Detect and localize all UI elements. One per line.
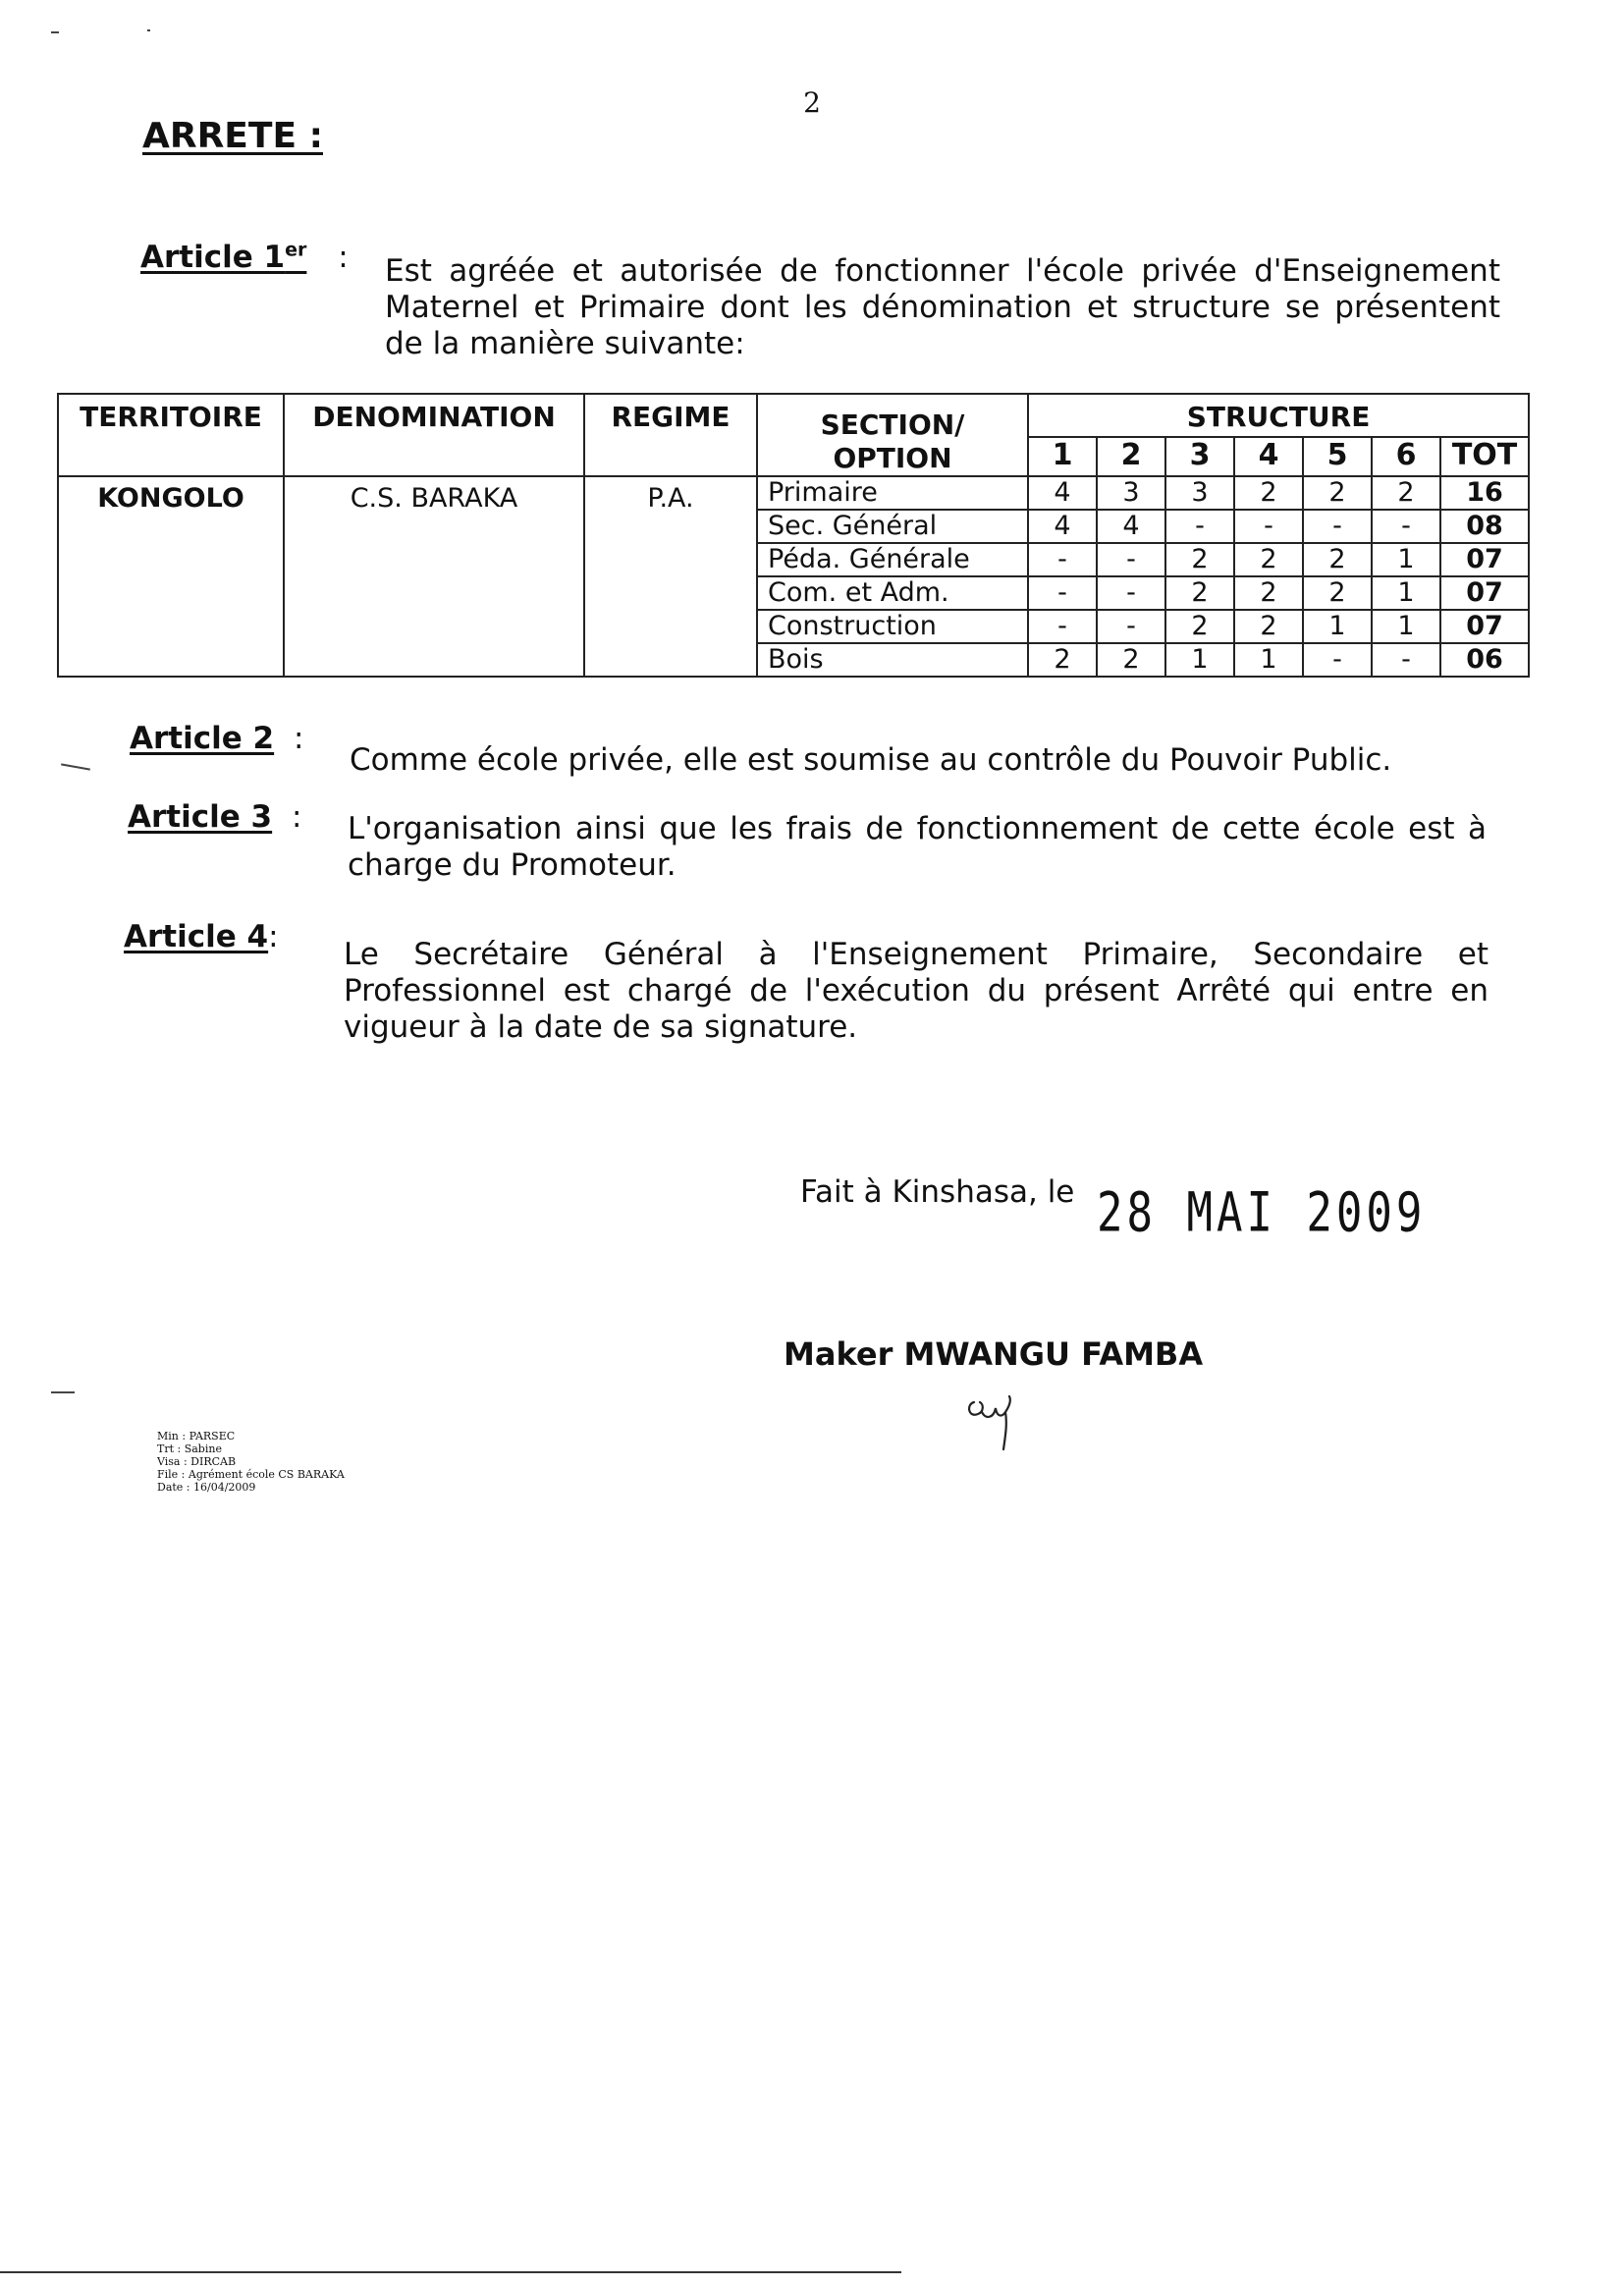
scan-mark xyxy=(147,29,150,31)
cell-year: 3 xyxy=(1097,476,1165,510)
document-title: ARRETE : xyxy=(142,116,323,156)
cell-year: 2 xyxy=(1234,543,1303,576)
article-1-label xyxy=(140,240,349,275)
cell-year: 2 xyxy=(1303,576,1372,610)
article-2-text: Comme école privée, elle est soumise au contrôle du Pouvoir Public. xyxy=(350,742,1392,778)
header-year-1: 1 xyxy=(1028,437,1097,476)
cell-year: 2 xyxy=(1165,576,1234,610)
header-year-5: 5 xyxy=(1303,437,1372,476)
cell-year: 4 xyxy=(1097,510,1165,543)
cell-year: 2 xyxy=(1097,643,1165,677)
signer-name: Maker MWANGU FAMBA xyxy=(784,1335,1204,1373)
cell-year: 1 xyxy=(1234,643,1303,677)
cell-section: Bois xyxy=(757,643,1028,677)
cell-year: - xyxy=(1372,643,1440,677)
cell-total: 07 xyxy=(1440,543,1529,576)
cell-year: 1 xyxy=(1372,543,1440,576)
cell-year: - xyxy=(1303,643,1372,677)
scan-mark xyxy=(51,31,59,33)
cell-year: 3 xyxy=(1165,476,1234,510)
cell-year: - xyxy=(1372,510,1440,543)
header-year-3: 3 xyxy=(1165,437,1234,476)
cell-year: 2 xyxy=(1234,576,1303,610)
reference-line: Trt : Sabine xyxy=(157,1442,222,1455)
header-total: TOT xyxy=(1440,437,1529,476)
article-3-label-text: Article 3 xyxy=(128,799,273,835)
header-year-6: 6 xyxy=(1372,437,1440,476)
article-1-colon: : xyxy=(328,240,349,276)
cell-year: - xyxy=(1303,510,1372,543)
header-structure: STRUCTURE xyxy=(1028,394,1529,437)
cell-section: Sec. Général xyxy=(757,510,1028,543)
scan-mark xyxy=(61,763,90,770)
cell-year: - xyxy=(1028,543,1097,576)
header-section-option: SECTION/ OPTION xyxy=(757,394,1028,476)
cell-territoire: KONGOLO xyxy=(58,476,284,677)
scan-mark xyxy=(51,1391,75,1393)
reference-block xyxy=(157,1430,345,1494)
article-3-text: L'organisation ainsi que les frais de fonctionnement de cette école est à charge du Promoteur. xyxy=(348,811,1487,883)
cell-year: 2 xyxy=(1303,476,1372,510)
article-3-colon: : xyxy=(282,799,302,835)
cell-total: 08 xyxy=(1440,510,1529,543)
article-1-label-text: Article 1er xyxy=(140,240,307,276)
cell-year: 1 xyxy=(1165,643,1234,677)
header-territoire: TERRITOIRE xyxy=(58,394,284,476)
cell-total: 07 xyxy=(1440,576,1529,610)
reference-line: Date : 16/04/2009 xyxy=(157,1481,256,1494)
page-number: 2 xyxy=(803,86,821,119)
bottom-rule xyxy=(0,2271,901,2273)
article-1-text: Est agréée et autorisée de fonctionner l'école privée d'Enseignement Maternel et Primaire dont les dénomination et structure se présentent de la manière suivante: xyxy=(385,253,1500,361)
cell-year: 2 xyxy=(1234,610,1303,643)
cell-section: Primaire xyxy=(757,476,1028,510)
reference-line: File : Agrément école CS BARAKA xyxy=(157,1468,345,1481)
cell-total: 06 xyxy=(1440,643,1529,677)
article-2-label xyxy=(130,721,303,756)
cell-year: - xyxy=(1028,576,1097,610)
place-date-line: Fait à Kinshasa, le xyxy=(800,1174,1075,1210)
cell-regime: P.A. xyxy=(584,476,757,677)
article-2-colon: : xyxy=(284,721,304,756)
cell-section: Construction xyxy=(757,610,1028,643)
cell-year: - xyxy=(1097,543,1165,576)
cell-year: 2 xyxy=(1165,543,1234,576)
cell-year: - xyxy=(1097,576,1165,610)
date-stamp: 28 MAI 2009 xyxy=(1097,1181,1427,1245)
article-2-label-text: Article 2 xyxy=(130,721,275,756)
cell-total: 07 xyxy=(1440,610,1529,643)
cell-year: 4 xyxy=(1028,510,1097,543)
cell-denomination: C.S. BARAKA xyxy=(284,476,584,677)
cell-year: 2 xyxy=(1303,543,1372,576)
cell-year: 2 xyxy=(1165,610,1234,643)
header-year-2: 2 xyxy=(1097,437,1165,476)
cell-year: 2 xyxy=(1234,476,1303,510)
cell-year: - xyxy=(1234,510,1303,543)
reference-line: Min : PARSEC xyxy=(157,1430,236,1442)
header-regime: REGIME xyxy=(584,394,757,476)
cell-section: Com. et Adm. xyxy=(757,576,1028,610)
article-4-label-text: Article 4 xyxy=(124,919,269,954)
cell-section: Péda. Générale xyxy=(757,543,1028,576)
header-denomination: DENOMINATION xyxy=(284,394,584,476)
cell-year: 1 xyxy=(1372,576,1440,610)
cell-year: 1 xyxy=(1372,610,1440,643)
cell-year: 2 xyxy=(1028,643,1097,677)
cell-year: - xyxy=(1028,610,1097,643)
cell-year: - xyxy=(1097,610,1165,643)
article-4-colon: : xyxy=(268,919,279,954)
cell-year: - xyxy=(1165,510,1234,543)
cell-year: 2 xyxy=(1372,476,1440,510)
article-3-label xyxy=(128,799,301,835)
article-4-text: Le Secrétaire Général à l'Enseignement Primaire, Secondaire et Professionnel est chargé de l'exécution du présent Arrêté qui entre en vigueur à la date de sa signature. xyxy=(344,937,1489,1045)
table-header-row xyxy=(58,394,1529,437)
header-year-4: 4 xyxy=(1234,437,1303,476)
cell-total: 16 xyxy=(1440,476,1529,510)
cell-year: 4 xyxy=(1028,476,1097,510)
reference-line: Visa : DIRCAB xyxy=(157,1455,237,1468)
handwritten-signature xyxy=(966,1383,1035,1451)
cell-year: 1 xyxy=(1303,610,1372,643)
article-4-label xyxy=(124,919,279,954)
structure-table xyxy=(57,393,1530,678)
